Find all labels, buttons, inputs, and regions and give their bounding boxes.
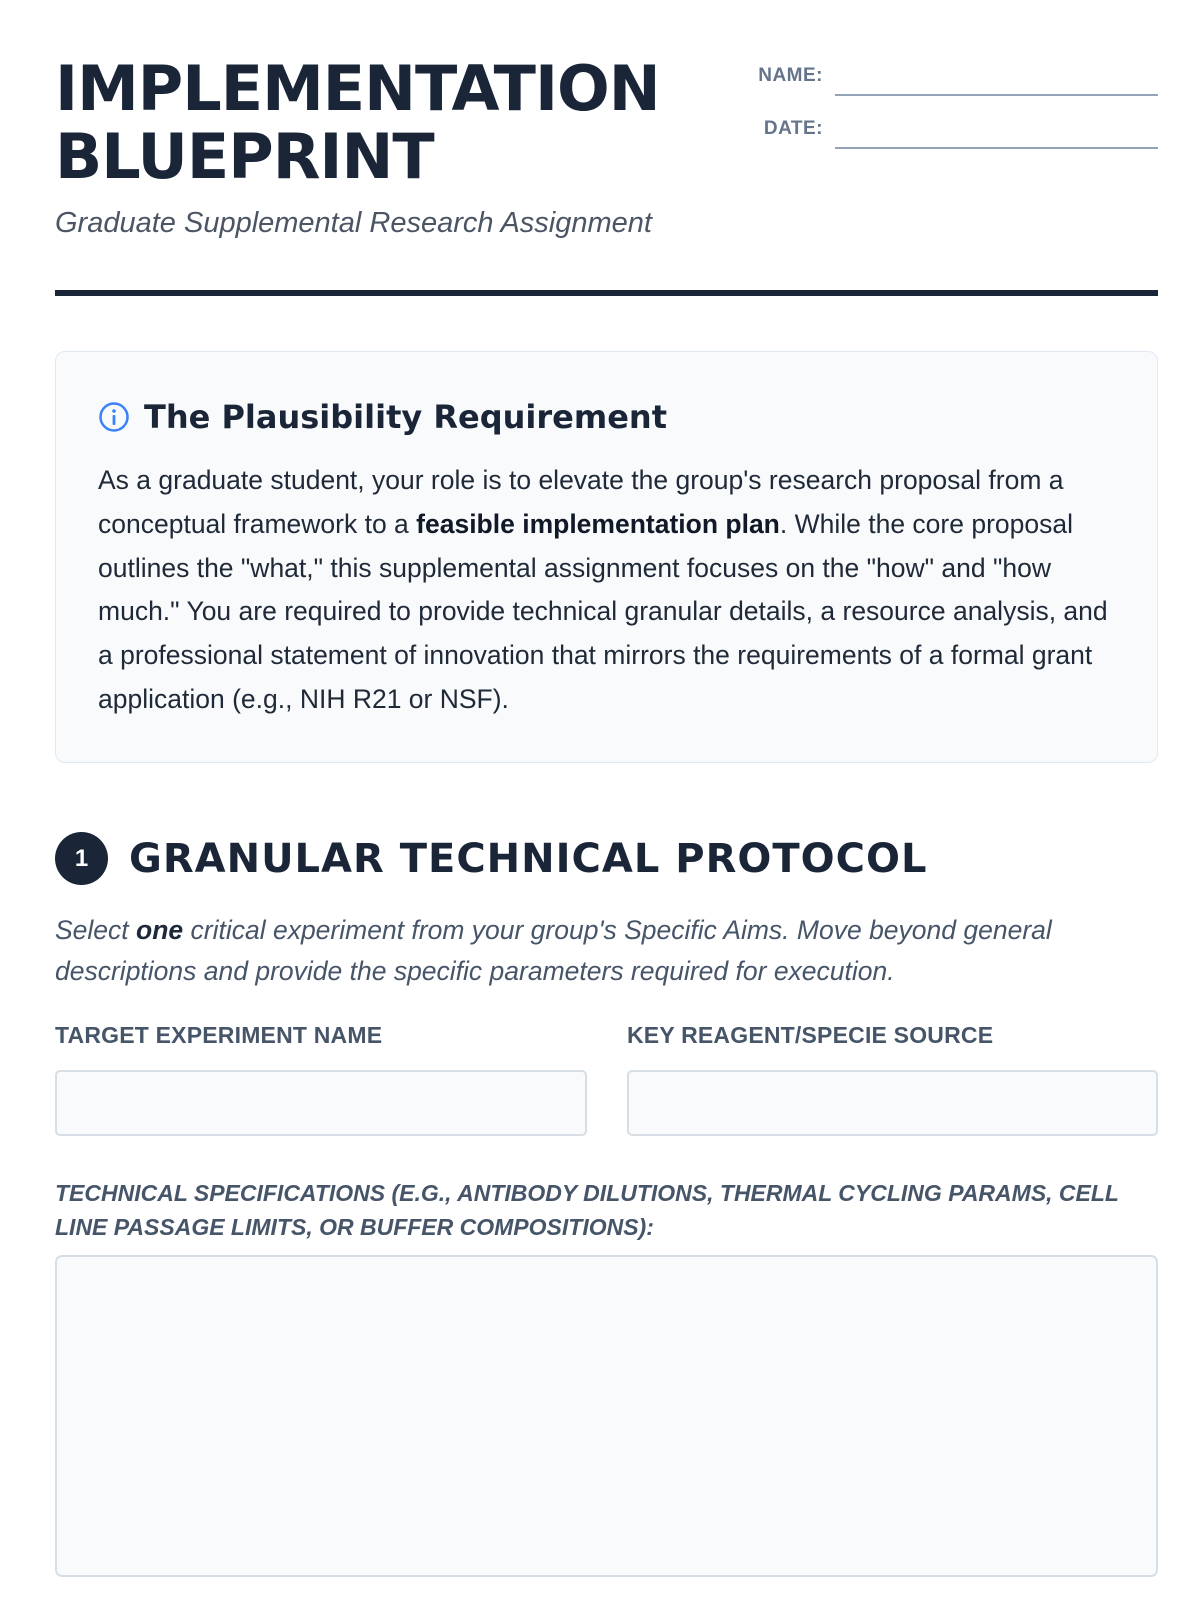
name-row xyxy=(758,61,1158,114)
section-instructions xyxy=(55,910,1155,992)
reagent-source-input[interactable] xyxy=(627,1070,1158,1136)
date-field[interactable] xyxy=(835,147,1158,149)
document-header xyxy=(55,52,1158,295)
title-line-1: IMPLEMENTATION xyxy=(55,52,660,125)
title-line-2: BLUEPRINT xyxy=(55,120,434,193)
technical-specs-label: TECHNICAL SPECIFICATIONS (E.G., ANTIBODY DILUTIONS, THERMAL CYCLING PARAMS, CELL LINE PASSAGE LIMITS, OR BUFFER COMPOSITIONS): xyxy=(55,1180,1119,1240)
technical-specs-textarea[interactable] xyxy=(55,1255,1158,1577)
section-intro-part-2: critical experiment from your group's Specific Aims. Move beyond general descriptions and provide the specific parameters required for execution. xyxy=(55,915,1052,986)
callout-title: The Plausibility Requirement xyxy=(144,398,667,436)
section-1-heading xyxy=(55,832,928,885)
date-row xyxy=(758,114,1158,167)
callout-body-part-1: As a graduate student, your role is to elevate the group's research proposal from a conceptual framework to a xyxy=(98,465,1064,539)
section-number-badge: 1 xyxy=(55,832,108,885)
section-title: GRANULAR TECHNICAL PROTOCOL xyxy=(129,835,928,882)
plausibility-callout xyxy=(55,351,1158,763)
page-title xyxy=(55,52,660,193)
callout-heading xyxy=(98,398,667,436)
callout-body xyxy=(98,459,1118,722)
name-date-block xyxy=(758,61,1158,167)
callout-body-emphasis: feasible implementation plan xyxy=(416,508,780,539)
header-divider xyxy=(55,290,1158,296)
callout-body-part-2: . While the core proposal outlines the "what," this supplemental assignment focuses on the "how" and "how much." You are required to provide technical granular details, a resource analysis, and a professional statement of innovation that mirrors the requirements of a formal grant application (e.g., NIH R21 or NSF). xyxy=(98,508,1108,714)
experiment-name-input[interactable] xyxy=(55,1070,587,1136)
page-subtitle: Graduate Supplemental Research Assignment xyxy=(55,207,652,239)
date-label: DATE: xyxy=(763,118,823,139)
name-label: NAME: xyxy=(758,65,823,86)
experiment-name-label: TARGET EXPERIMENT NAME xyxy=(55,1022,383,1048)
reagent-source-label: KEY REAGENT/SPECIE SOURCE xyxy=(627,1022,994,1048)
section-intro-part-1: Select xyxy=(55,915,137,945)
info-icon xyxy=(98,401,130,433)
document-page xyxy=(55,0,1158,1600)
section-intro-emphasis: one xyxy=(136,915,184,945)
name-field[interactable] xyxy=(835,94,1158,96)
